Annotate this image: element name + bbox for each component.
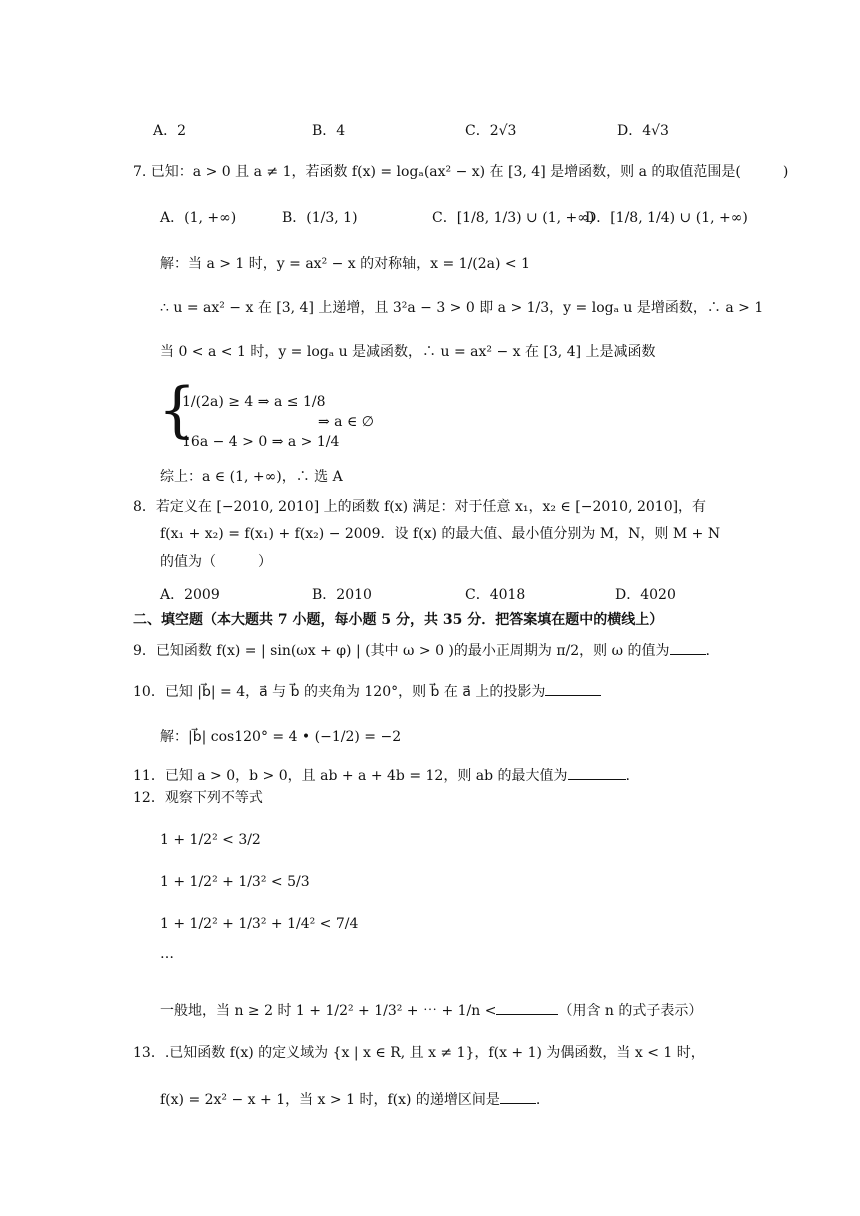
q11-text: 11．已知 a > 0，b > 0，且 ab + a + 4b = 12，则 ab 的最大值为	[133, 768, 568, 784]
q12-ellipsis: …	[160, 946, 174, 962]
q12-inequality-2: 1 + 1/2² + 1/3² < 5/3	[160, 874, 310, 890]
q7-solution-line-2: ∴ u = ax² − x 在 [3, 4] 上递增，且 3²a − 3 > 0 即 a > 1/3，y = logₐ u 是增函数，∴ a > 1	[160, 300, 764, 316]
q12-inequality-1: 1 + 1/2² < 3/2	[160, 832, 261, 848]
q13-line-2: f(x) = 2x² − x + 1，当 x > 1 时，f(x) 的递增区间是 .	[160, 1089, 540, 1110]
q10-solution: 解：|b⃗| cos120° = 4 • (−1/2) = −2	[160, 729, 402, 745]
q10-answer-blank	[545, 681, 601, 696]
q6-option-b: B．4	[312, 123, 346, 139]
q13-answer-blank	[500, 1089, 536, 1104]
q8-line-2: f(x₁ + x₂) = f(x₁) + f(x₂) − 2009．设 f(x) 的最大值、最小值分别为 M，N，则 M + N	[160, 526, 721, 542]
q8-line-3: 的值为（ ）	[160, 554, 272, 570]
q12-general-text: 一般地，当 n ≥ 2 时 1 + 1/2² + 1/3² + ⋯ + 1/n <	[160, 1003, 497, 1019]
q7-solution-line-3: 当 0 < a < 1 时，y = logₐ u 是减函数，∴ u = ax² − x 在 [3, 4] 上是减函数	[160, 344, 656, 360]
case-brace: {	[158, 375, 197, 445]
q7-case-result: ⇒ a ∈ ∅	[318, 414, 374, 430]
q13-line-1: 13．.已知函数 f(x) 的定义域为 {x | x ∈ R, 且 x ≠ 1}，f(x + 1) 为偶函数，当 x < 1 时，	[133, 1045, 705, 1061]
q11-answer-blank	[568, 765, 626, 780]
q7-solution-line-1: 解：当 a > 1 时，y = ax² − x 的对称轴，x = 1/(2a) < 1	[160, 256, 531, 272]
q9-answer-blank	[670, 640, 706, 655]
q7-conclusion: 综上：a ∈ (1, +∞)，∴ 选 A	[160, 469, 343, 485]
q7-case-2: 16a − 4 > 0 ⇒ a > 1/4	[182, 434, 340, 450]
q12-answer-blank	[496, 1000, 558, 1015]
q12-note: （用含 n 的式子表示）	[558, 1003, 703, 1019]
q8-option-d: D．4020	[615, 587, 676, 603]
q8-option-c: C．4018	[465, 587, 526, 603]
q7-case-1: 1/(2a) ≥ 4 ⇒ a ≤ 1/8	[182, 394, 326, 410]
q12-stem: 12．观察下列不等式	[133, 790, 263, 806]
q8-option-b: B．2010	[312, 587, 372, 603]
q7-option-c: C．[1/8, 1/3) ∪ (1, +∞)	[432, 210, 595, 226]
q12-inequality-3: 1 + 1/2² + 1/3² + 1/4² < 7/4	[160, 916, 359, 932]
q10-text: 10．已知 |b⃗| = 4，a⃗ 与 b⃗ 的夹角为 120°，则 b⃗ 在 a⃗ 上的投影为	[133, 684, 546, 700]
q9-text: 9．已知函数 f(x) = | sin(ωx + φ) | (其中 ω > 0 )的最小正周期为 π/2，则 ω 的值为	[133, 643, 670, 659]
q10-stem	[133, 681, 601, 702]
q12-general	[160, 1000, 702, 1021]
q8-option-a: A．2009	[160, 587, 220, 603]
q11-stem: 11．已知 a > 0，b > 0，且 ab + a + 4b = 12，则 ab 的最大值为 .	[133, 765, 630, 786]
section-2-heading: 二、填空题（本大题共 7 小题，每小题 5 分，共 35 分．把答案填在题中的横线上）	[133, 612, 664, 628]
q9-stem: 9．已知函数 f(x) = | sin(ωx + φ) | (其中 ω > 0 )的最小正周期为 π/2，则 ω 的值为 .	[133, 640, 710, 661]
q6-option-a: A．2	[153, 123, 187, 139]
q6-option-c: C．2√3	[465, 123, 517, 139]
q7-option-d: D．[1/8, 1/4) ∪ (1, +∞)	[585, 210, 748, 226]
q8-line-1: 8．若定义在 [−2010, 2010] 上的函数 f(x) 满足：对于任意 x₁，x₂ ∈ [−2010, 2010]，有	[133, 499, 707, 515]
q7-stem: 7. 已知：a > 0 且 a ≠ 1，若函数 f(x) = logₐ(ax² − x) 在 [3, 4] 是增函数，则 a 的取值范围是( )	[133, 164, 789, 180]
q13-text: f(x) = 2x² − x + 1，当 x > 1 时，f(x) 的递增区间是	[160, 1092, 500, 1108]
q7-option-a: A．(1, +∞)	[160, 210, 237, 226]
q6-option-d: D．4√3	[617, 123, 669, 139]
q7-option-b: B．(1/3, 1)	[282, 210, 358, 226]
